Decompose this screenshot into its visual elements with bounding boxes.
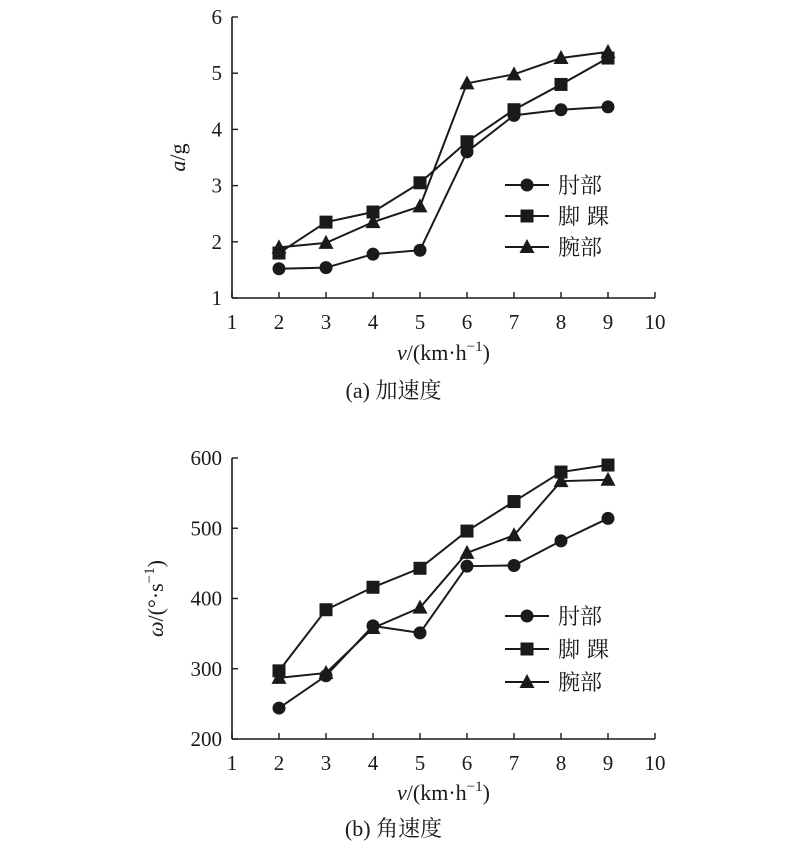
y-tick-label: 600 bbox=[190, 446, 222, 470]
data-point bbox=[320, 603, 333, 616]
x-tick-label: 10 bbox=[644, 751, 666, 775]
y-tick-label: 500 bbox=[190, 516, 222, 541]
legend-label: 脚 踝 bbox=[558, 638, 609, 663]
y-tick-label: 1 bbox=[211, 286, 222, 310]
y-tick-label: 2 bbox=[211, 229, 222, 254]
data-point bbox=[414, 626, 427, 639]
data-point bbox=[461, 135, 474, 148]
legend-marker bbox=[521, 179, 534, 192]
legend-label: 肘部 bbox=[558, 605, 603, 630]
chart-caption: (a) 加速度 bbox=[345, 378, 442, 403]
data-point bbox=[461, 525, 474, 538]
data-point bbox=[367, 248, 380, 261]
x-tick-label: 6 bbox=[461, 310, 473, 334]
legend-label: 肘部 bbox=[558, 174, 603, 199]
data-point bbox=[273, 262, 286, 275]
x-tick-label: 9 bbox=[602, 751, 614, 775]
data-point bbox=[508, 559, 521, 572]
x-tick-label: 8 bbox=[555, 751, 567, 775]
x-tick-label: 1 bbox=[226, 310, 238, 334]
legend-item bbox=[505, 605, 602, 630]
data-point bbox=[414, 176, 427, 189]
data-point bbox=[413, 198, 428, 212]
x-tick-label: 8 bbox=[555, 310, 567, 334]
y-axis-label: $\omega/(^\circ\cdot s^{-1})$ bbox=[142, 560, 168, 637]
legend-item bbox=[505, 671, 602, 696]
y-tick-label: 3 bbox=[211, 173, 222, 198]
x-tick-label: 3 bbox=[320, 751, 332, 775]
y-tick-label: 4 bbox=[211, 117, 222, 142]
x-tick-label: 2 bbox=[273, 310, 285, 334]
legend-item bbox=[505, 236, 602, 261]
x-tick-label: 5 bbox=[414, 310, 426, 334]
x-tick-label: 6 bbox=[461, 751, 473, 775]
x-tick-label: 2 bbox=[273, 751, 285, 775]
data-point bbox=[602, 512, 615, 525]
data-point bbox=[555, 534, 568, 547]
chart-caption: (b) 角速度 bbox=[344, 816, 443, 841]
data-point bbox=[601, 472, 616, 486]
x-tick-label: 3 bbox=[320, 310, 332, 334]
x-tick-label: 7 bbox=[508, 310, 520, 334]
data-point bbox=[320, 261, 333, 274]
data-point bbox=[555, 78, 568, 91]
legend-item bbox=[505, 174, 602, 199]
data-point bbox=[320, 216, 333, 229]
y-tick-label: 400 bbox=[190, 586, 222, 611]
legend-marker bbox=[521, 610, 534, 623]
x-tick-label: 4 bbox=[367, 751, 379, 775]
y-tick-label: 200 bbox=[190, 727, 222, 751]
y-tick-label: 5 bbox=[211, 61, 222, 86]
chart-b bbox=[142, 446, 666, 841]
x-tick-label: 9 bbox=[602, 310, 614, 334]
x-tick-label: 1 bbox=[226, 751, 238, 775]
data-point bbox=[508, 495, 521, 508]
data-point bbox=[555, 103, 568, 116]
x-tick-label: 10 bbox=[644, 310, 666, 334]
legend-marker bbox=[521, 210, 534, 223]
data-point bbox=[414, 562, 427, 575]
data-point bbox=[508, 103, 521, 116]
data-point bbox=[461, 560, 474, 573]
data-point bbox=[273, 702, 286, 715]
legend-label: 腕部 bbox=[558, 671, 603, 696]
y-axis-label: a/g bbox=[165, 143, 190, 172]
x-axis-label: $v/(km\cdot h^{-1})$ bbox=[397, 339, 490, 365]
data-point bbox=[601, 44, 616, 58]
x-tick-label: 5 bbox=[414, 751, 426, 775]
x-axis-label: $v/(km\cdot h^{-1})$ bbox=[397, 779, 490, 805]
y-tick-label: 300 bbox=[190, 656, 222, 681]
x-tick-label: 4 bbox=[367, 310, 379, 334]
legend-label: 脚 踝 bbox=[558, 205, 609, 230]
chart-a bbox=[165, 5, 666, 403]
data-point bbox=[602, 459, 615, 472]
data-point bbox=[367, 581, 380, 594]
x-tick-label: 7 bbox=[508, 751, 520, 775]
data-point bbox=[602, 100, 615, 113]
legend-marker bbox=[521, 643, 534, 656]
legend-item bbox=[505, 205, 609, 230]
legend-item bbox=[505, 638, 609, 663]
y-tick-label: 6 bbox=[211, 5, 222, 29]
legend-label: 腕部 bbox=[558, 236, 603, 261]
data-point bbox=[414, 244, 427, 257]
data-point bbox=[319, 235, 334, 249]
